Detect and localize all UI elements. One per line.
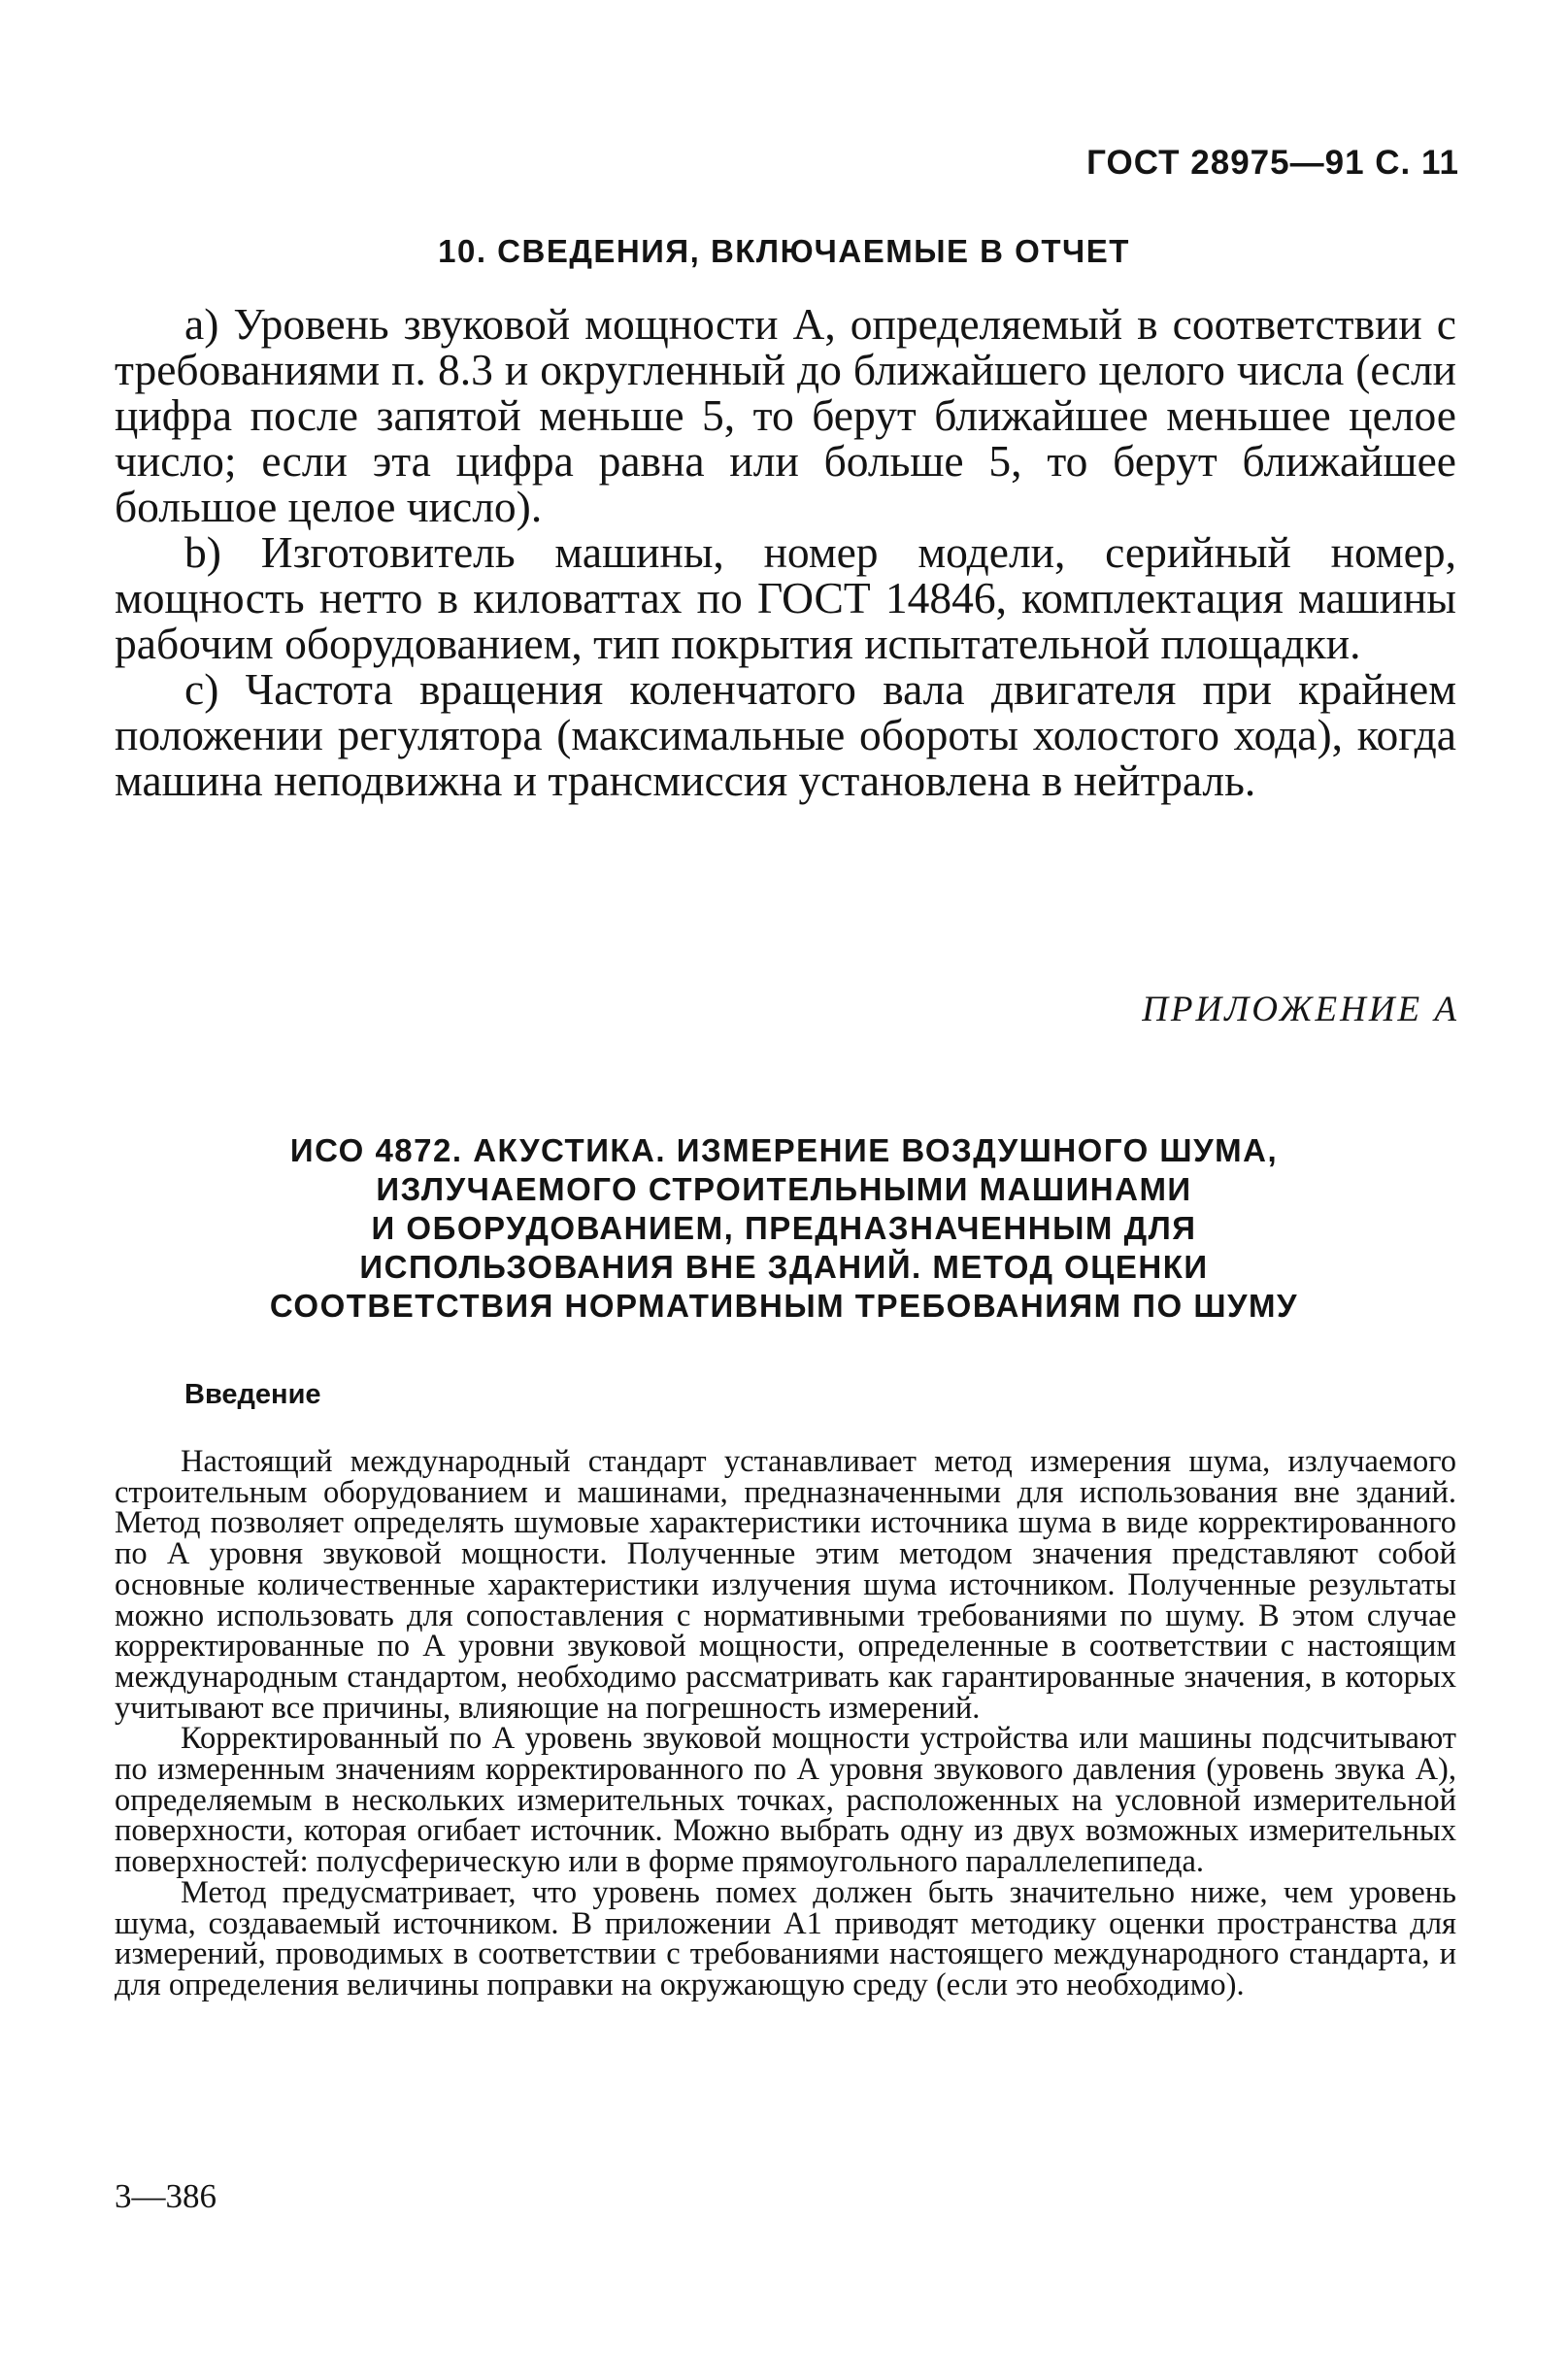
report-item-a: а) Уровень звуковой мощности А, определяемый в соответствии с требованиями п. 8.3 и округленный до ближайшего целого числа (если цифра после запятой меньше 5, то берут ближайшее меньшее целое число; если эта цифра равна или больше 5, то берут ближайшее большое целое число). [115, 299, 1456, 531]
appendix-title-line: ИСПОЛЬЗОВАНИЯ ВНЕ ЗДАНИЙ. МЕТОД ОЦЕНКИ [359, 1249, 1209, 1285]
running-head: ГОСТ 28975—91 С. 11 [1086, 144, 1459, 182]
section-title: 10. СВЕДЕНИЯ, ВКЛЮЧАЕМЫЕ В ОТЧЕТ [438, 233, 1130, 269]
intro-body [115, 1444, 1456, 2002]
intro-paragraph: Настоящий международный стандарт устанавливает метод измерения шума, излучаемого строительным оборудованием и машинами, предназначенными для использования вне зданий. Метод позволяет определять шумовые характеристики источника шума в виде корректированного по А уровня звуковой мощности. Полученные этим методом значения представляют собой основные количественные характеристики излучения шума источником. Полученные результаты можно использовать для сопоставления с нормативными требованиями по шуму. В этом случае корректированные по А уровни звуковой мощности, определенные в соответствии с настоящим международным стандартом, необходимо рассматривать как гарантированные значения, в которых учитывают все причины, влияющие на погрешность измерений. [115, 1444, 1456, 1726]
appendix-title-line: И ОБОРУДОВАНИЕМ, ПРЕДНАЗНАЧЕННЫМ ДЛЯ [371, 1210, 1197, 1246]
report-item-b: b) Изготовитель машины, номер модели, серийный номер, мощность нетто в киловаттах по ГОСТ 14846, комплектация машины рабочим оборудованием, тип покрытия испытательной площадки. [115, 527, 1456, 668]
intro-paragraph: Метод предусматривает, что уровень помех должен быть значительно ниже, чем уровень шума, создаваемый источником. В приложении А1 приводят методику оценки пространства для измерений, проводимых в соответствии с требованиями настоящего международного стандарта, и для определения величины поправки на окружающую среду (если это необходимо). [115, 1874, 1456, 2002]
appendix-title-line: ИЗЛУЧАЕМОГО СТРОИТЕЛЬНЫМИ МАШИНАМИ [376, 1171, 1192, 1207]
intro-heading: Введение [184, 1379, 321, 1410]
appendix-label: ПРИЛОЖЕНИЕ А [1142, 990, 1459, 1029]
appendix-title [0, 1131, 1568, 1326]
report-item-c: с) Частота вращения коленчатого вала двигателя при крайнем положении регулятора (максимальные обороты холостого хода), когда машина неподвижна и трансмиссия установлена в нейтраль. [115, 664, 1456, 805]
page-footer-code: 3—386 [115, 2177, 217, 2215]
appendix-title-line: ИСО 4872. АКУСТИКА. ИЗМЕРЕНИЕ ВОЗДУШНОГО ШУМА, [289, 1132, 1279, 1168]
appendix-title-line: СООТВЕТСТВИЯ НОРМАТИВНЫМ ТРЕБОВАНИЯМ ПО ШУМУ [269, 1288, 1299, 1324]
report-items-list [115, 301, 1456, 803]
intro-paragraph: Корректированный по А уровень звуковой мощности устройства или машины подсчитывают по измеренным значениям корректированного по А уровня звукового давления (уровень звука А), определяемым в нескольких измерительных точках, расположенных на условной измерительной поверхности, которая огибает источник. Можно выбрать одну из двух возможных измерительных поверхностей: полусферическую или в форме прямоугольного параллелепипеда. [115, 1721, 1456, 1880]
